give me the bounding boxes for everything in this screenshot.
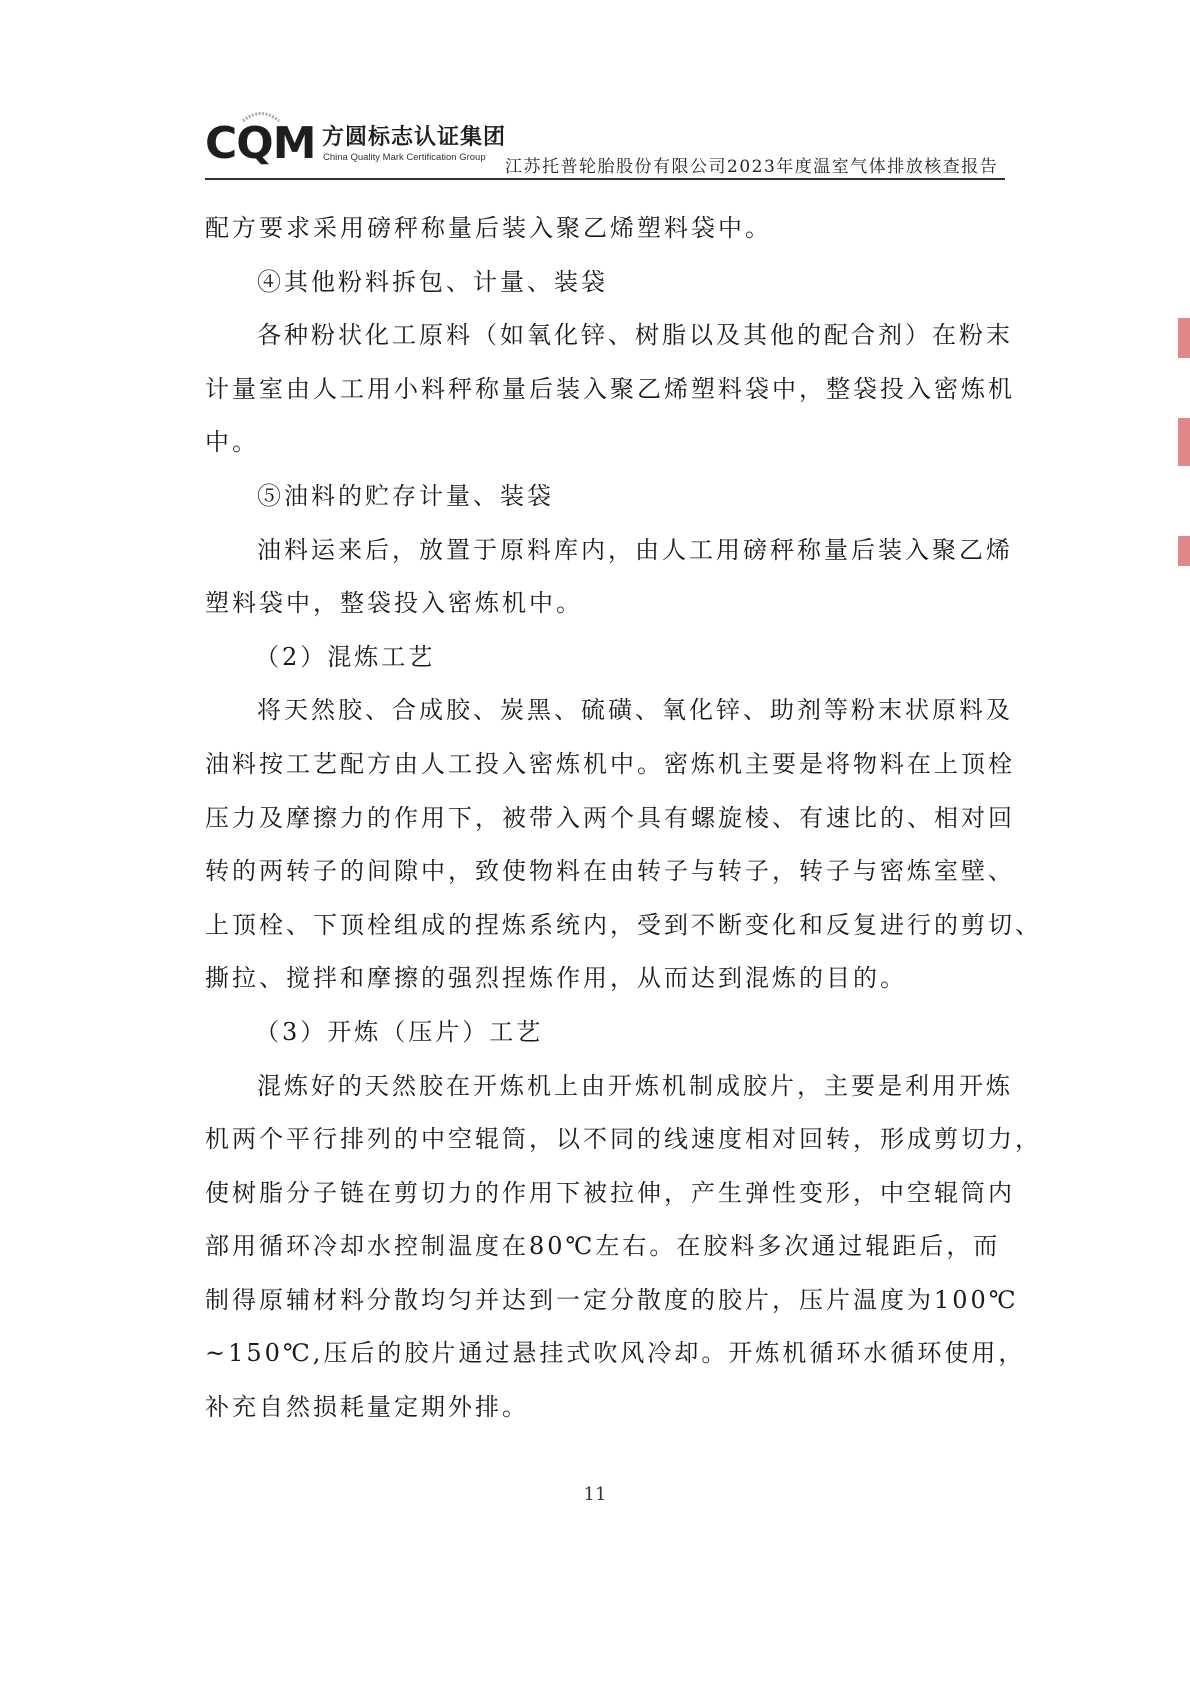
text-line: 油料运来后，放置于原料库内，由人工用磅秤称量后装入聚乙烯 (257, 535, 1013, 564)
text-line: （3）开炼（压片）工艺 (255, 1017, 544, 1046)
text-line: ④其他粉料拆包、计量、装袋 (257, 267, 608, 296)
text-line: 部用循环冷却水控制温度在80℃左右。在胶料多次通过辊距后，而 (205, 1232, 1001, 1261)
text-line: 机两个平行排列的中空辊筒，以不同的线速度相对回转，形成剪切力， (205, 1125, 1042, 1154)
text-line: 转的两转子的间隙中，致使物料在由转子与转子，转子与密炼室壁、 (205, 857, 1015, 886)
seal-edge-fragment (1178, 418, 1190, 466)
paragraph (205, 684, 1042, 1006)
logo-chinese-name: 方圆标志认证集团 (322, 125, 507, 150)
page-header (205, 104, 1005, 184)
text-line: 计量室由人工用小料秤称量后装入聚乙烯塑料袋中，整袋投入密炼机 (205, 374, 1015, 403)
cqm-logo (205, 104, 525, 176)
text-line: 油料按工艺配方由人工投入密炼机中。密炼机主要是将物料在上顶栓 (205, 749, 1015, 778)
text-line: 中。 (205, 428, 259, 457)
paragraph (205, 524, 1013, 631)
text-line: 上顶栓、下顶栓组成的捏炼系统内，受到不断变化和反复进行的剪切、 (205, 910, 1042, 939)
text-line: 混炼好的天然胶在开炼机上由开炼机制成胶片，主要是利用开炼 (257, 1071, 1013, 1100)
text-line: 制得原辅材料分散均匀并达到一定分散度的胶片，压片温度为100℃ (205, 1285, 1019, 1314)
seal-edge-fragment (1178, 318, 1190, 358)
text-line: （2）混炼工艺 (255, 642, 436, 671)
header-divider (205, 178, 1005, 180)
seal-edge-fragment (1178, 536, 1190, 566)
paragraph (205, 309, 1015, 470)
text-line: 使树脂分子链在剪切力的作用下被拉伸，产生弹性变形，中空辊筒内 (205, 1178, 1015, 1207)
section-heading (205, 631, 1005, 685)
text-line: 补充自然损耗量定期外排。 (205, 1393, 529, 1422)
logo-english-name: China Quality Mark Certification Group (323, 152, 486, 163)
section-heading (205, 1006, 1005, 1060)
text-line: 各种粉状化工原料（如氧化锌、树脂以及其他的配合剂）在粉末 (257, 321, 1013, 350)
report-title: 江苏托普轮胎股份有限公司2023年度温室气体排放核查报告 (505, 157, 999, 177)
paragraph-heading (205, 256, 1005, 310)
text-line: ~150℃,压后的胶片通过悬挂式吹风冷却。开炼机循环水循环使用， (205, 1339, 1026, 1368)
text-line: ⑤油料的贮存计量、装袋 (257, 481, 554, 510)
paragraph-heading (205, 470, 1005, 524)
paragraph (205, 1060, 1042, 1435)
page-number: 11 (583, 1484, 607, 1505)
logo-mark: CQM (205, 118, 316, 169)
text-line: 压力及摩擦力的作用下，被带入两个具有螺旋棱、有速比的、相对回 (205, 803, 1015, 832)
text-line: 配方要求采用磅秤称量后装入聚乙烯塑料袋中。 (205, 214, 772, 242)
paragraph (205, 202, 1005, 256)
text-line: 将天然胶、合成胶、炭黑、硫磺、氧化锌、助剂等粉末状原料及 (257, 696, 1013, 725)
body-text (205, 202, 1042, 1435)
text-line: 塑料袋中，整袋投入密炼机中。 (205, 589, 583, 618)
text-line: 撕拉、搅拌和摩擦的强烈捏炼作用，从而达到混炼的目的。 (205, 964, 907, 993)
